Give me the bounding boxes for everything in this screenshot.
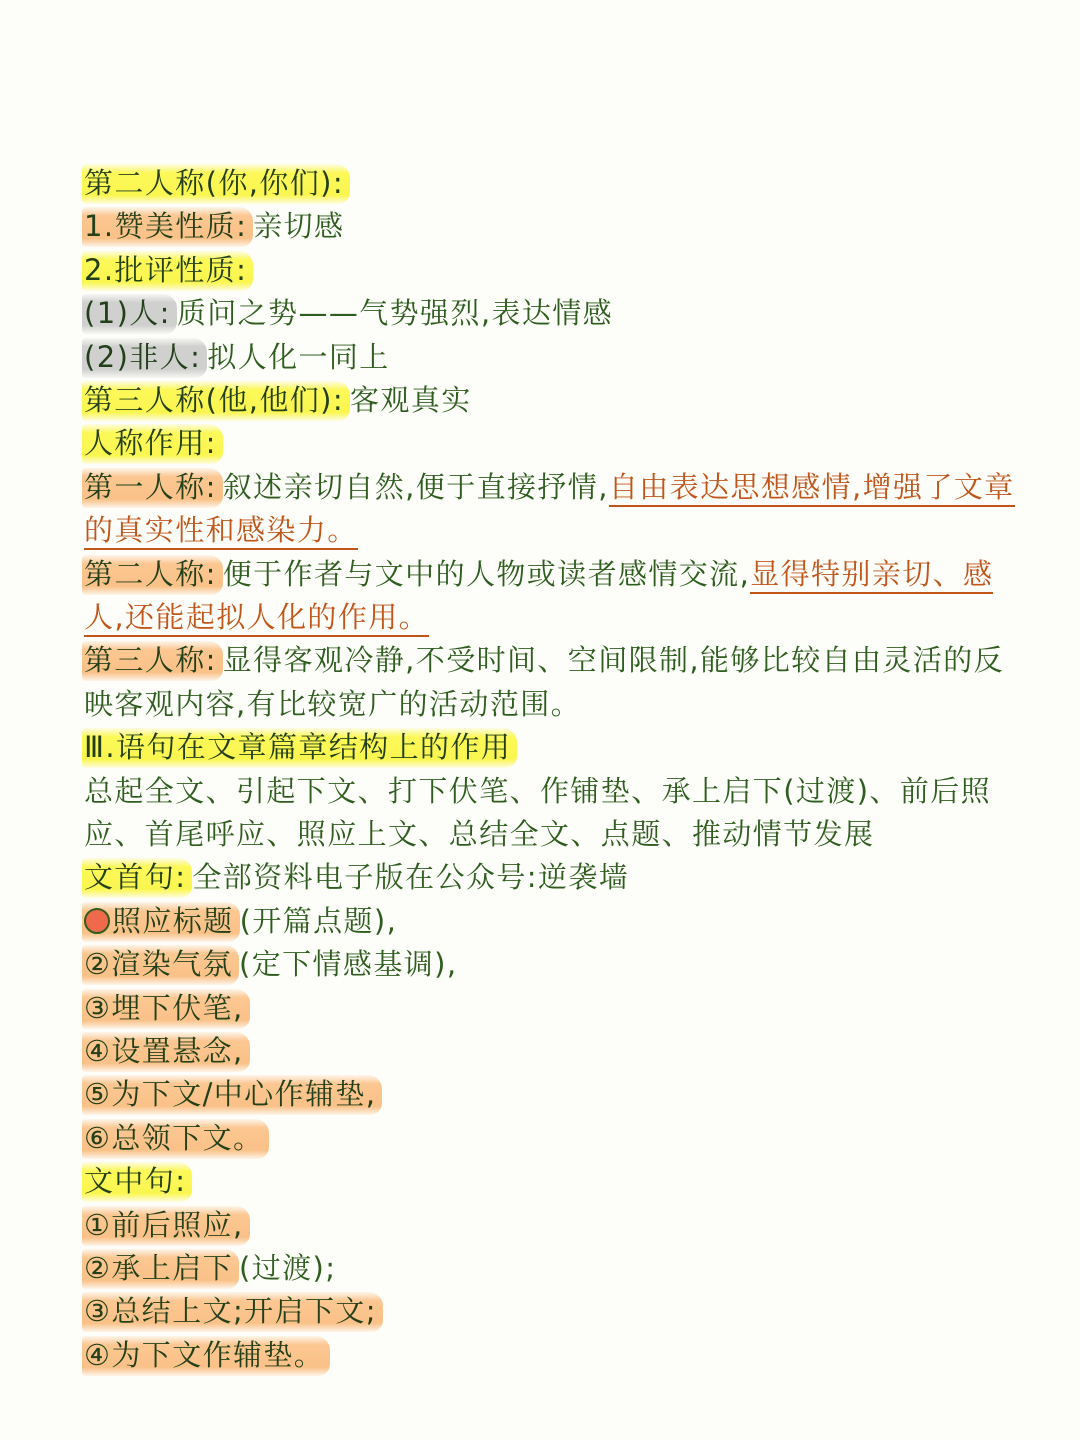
highlight: (2)非人: bbox=[82, 338, 207, 378]
highlight: 文中句: bbox=[82, 1162, 192, 1202]
note-line-praise: 1.赞美性质: 亲切感 bbox=[84, 205, 1034, 248]
highlight: ⑥总领下文。 bbox=[82, 1119, 269, 1159]
list-item: ②承上启下 (过渡); bbox=[84, 1247, 1034, 1290]
highlight: ⑤为下文/中心作辅垫, bbox=[82, 1075, 382, 1115]
note-line-criticism bbox=[84, 249, 1034, 292]
highlight: 第三人称: bbox=[82, 641, 223, 681]
highlight: (1)人: bbox=[82, 294, 177, 334]
section-summary: 总起全文、引起下文、打下伏笔、作铺垫、承上启下(过渡)、前后照应、首尾呼应、照应上文、总结全文、点题、推动情节发展 bbox=[84, 773, 992, 851]
note-line-third-person: 第三人称(他,他们): 客观真实 bbox=[84, 379, 1034, 422]
section-heading bbox=[84, 726, 1034, 769]
note-line-non-person: (2)非人: 拟人化一同上 bbox=[84, 336, 1034, 379]
note-line-person-function bbox=[84, 422, 1034, 465]
note-line-first-sentence: 文首句: 全部资料电子版在公众号:逆袭墙 bbox=[84, 856, 1034, 899]
highlight: ③埋下伏笔, bbox=[82, 989, 250, 1029]
list-item bbox=[84, 1334, 1034, 1377]
number-one-circle-icon bbox=[84, 908, 110, 934]
highlight: 照应标题 bbox=[82, 902, 240, 942]
note-paragraph-second-person: 第二人称: 便于作者与文中的人物或读者感情交流,显得特别亲切、感人,还能起拟人化的作用。 bbox=[84, 553, 1034, 640]
note-line-person: (1)人: 质问之势——气势强烈,表达情感 bbox=[84, 292, 1034, 335]
list-item bbox=[84, 1290, 1034, 1333]
list-item bbox=[84, 1073, 1034, 1116]
highlight: 第一人称: bbox=[82, 468, 223, 508]
highlight: ③总结上文;开启下文; bbox=[82, 1292, 383, 1332]
note-line-second-person bbox=[84, 162, 1034, 205]
note-paragraph-third-person: 第三人称: 显得客观冷静,不受时间、空间限制,能够比较自由灵活的反映客观内容,有比较宽广的活动范围。 bbox=[84, 643, 1005, 721]
highlight: 文首句: bbox=[82, 858, 192, 898]
highlight: 第二人称: bbox=[82, 555, 223, 595]
list-item bbox=[84, 987, 1034, 1030]
note-line-mid-sentence bbox=[84, 1160, 1034, 1203]
note-paragraph-first-person: 第一人称: 叙述亲切自然,便于直接抒情,自由表达思想感情,增强了文章的真实性和感染力。 bbox=[84, 466, 1034, 553]
highlight: ④为下文作辅垫。 bbox=[82, 1336, 330, 1376]
list-item bbox=[84, 1030, 1034, 1073]
highlight: 人称作用: bbox=[82, 424, 223, 464]
list-item bbox=[84, 1204, 1034, 1247]
highlight: ④设置悬念, bbox=[82, 1032, 250, 1072]
highlight: ①前后照应, bbox=[82, 1206, 250, 1246]
highlight: 2.批评性质: bbox=[82, 251, 253, 291]
underlined-text: 自由表达思想感情,增强了文章的真实性和感染力。 bbox=[84, 470, 1015, 550]
highlight: 第二人称(你,你们): bbox=[82, 164, 350, 204]
notes-sheet bbox=[84, 162, 1034, 1377]
highlight: 第三人称(他,他们): bbox=[82, 381, 350, 421]
list-item: ②渲染气氛 (定下情感基调), bbox=[84, 943, 1034, 986]
list-item: 照应标题 (开篇点题), bbox=[84, 900, 1034, 943]
highlight: 1.赞美性质: bbox=[82, 207, 253, 247]
highlight: ②渲染气氛 bbox=[82, 945, 239, 985]
list-item bbox=[84, 1117, 1034, 1160]
underlined-text: 显得特别亲切、感人,还能起拟人化的作用。 bbox=[84, 557, 993, 637]
highlight: ②承上启下 bbox=[82, 1249, 239, 1289]
highlight: Ⅲ.语句在文章篇章结构上的作用 bbox=[82, 728, 517, 768]
